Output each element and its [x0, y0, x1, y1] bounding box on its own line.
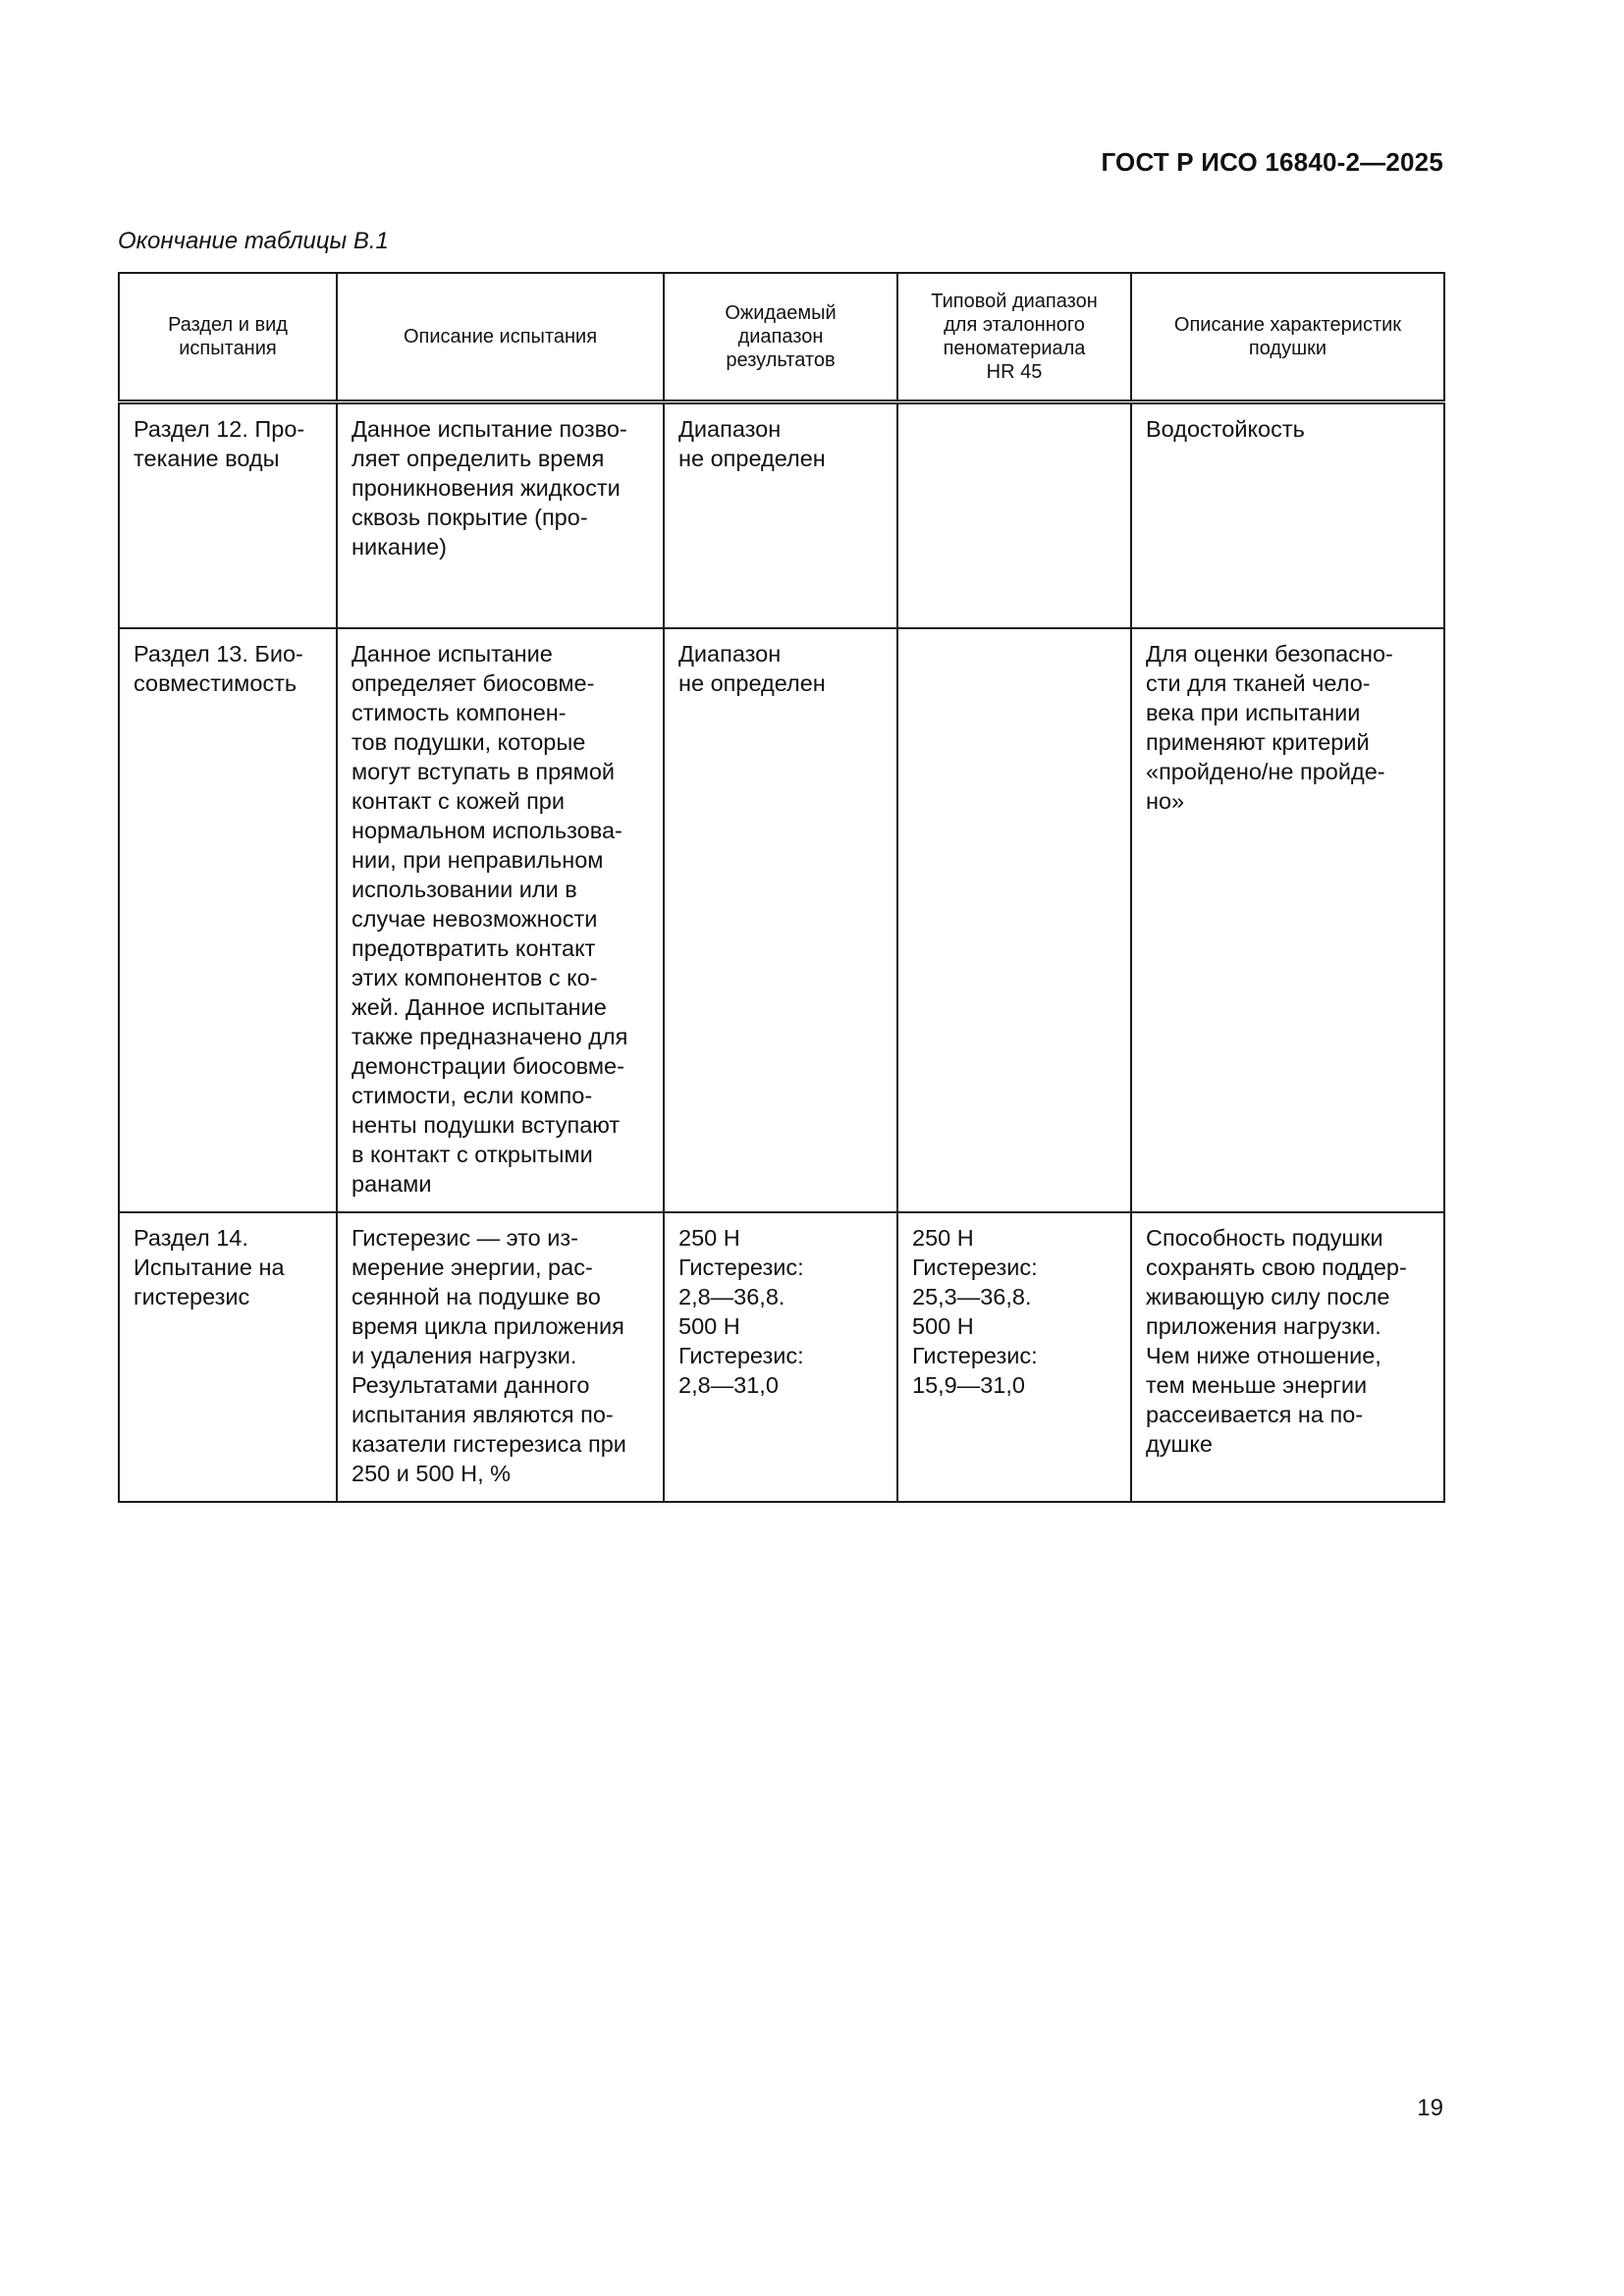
cell-text-line: казатели гистерезиса при	[352, 1430, 626, 1457]
cell-text-line: пеноматериала	[943, 338, 1086, 359]
header-test-description	[337, 273, 664, 402]
cell-text-line: нормальном использова-	[352, 817, 623, 843]
cell-text-line: 2,8—36,8.	[678, 1283, 785, 1309]
cell-expected-range	[664, 402, 897, 628]
header-typical-range-hr45	[897, 273, 1131, 402]
cell-text-line: Раздел 14.	[134, 1224, 248, 1251]
cell-text-line: жей. Данное испытание	[352, 993, 607, 1020]
table-row	[119, 628, 1444, 1212]
cell-text-line: могут вступать в прямой	[352, 758, 616, 784]
cell-text-line: Диапазон	[678, 640, 782, 667]
cell-text-line: Диапазон	[678, 416, 782, 442]
cell-text-line: гистерезис	[134, 1283, 250, 1309]
cell-text-line: 250 Н	[678, 1224, 740, 1251]
cell-description	[337, 628, 664, 1212]
cell-text-line: Гистерезис:	[912, 1342, 1038, 1368]
cell-text-line: результатов	[726, 349, 836, 371]
cell-text-line: тов подушки, которые	[352, 728, 586, 755]
cell-text-line: испытания	[179, 338, 277, 359]
cell-text-line: использовании или в	[352, 876, 577, 902]
cell-text-line: HR 45	[986, 361, 1043, 383]
cell-text-line: не определен	[678, 446, 826, 471]
cell-text-line: в контакт с открытыми	[352, 1141, 593, 1167]
cell-text-line: Описание характеристик	[1173, 314, 1402, 336]
cell-text-line: Для оценки безопасно-	[1146, 640, 1393, 667]
cell-text-line: Раздел 12. Про-	[134, 416, 305, 442]
cell-text-line: никание)	[352, 534, 447, 560]
table-caption: Окончание таблицы В.1	[118, 228, 389, 254]
cell-text-line: Раздел и вид	[168, 314, 288, 336]
cell-text-line: сквозь покрытие (про-	[352, 505, 588, 530]
cell-text-line: 500 Н	[912, 1312, 974, 1339]
cell-text-line: подушки	[1248, 338, 1327, 359]
cell-text-line: определяет биосовме-	[352, 669, 595, 696]
table-body	[119, 402, 1444, 1502]
cell-text-line: контакт с кожей при	[352, 787, 565, 814]
cell-text-line: сти для тканей чело-	[1146, 669, 1371, 696]
cell-text-line: Водостойкость	[1146, 416, 1305, 442]
cell-description	[337, 402, 664, 628]
cell-text-line: 15,9—31,0	[912, 1371, 1025, 1398]
cell-text-line: текание воды	[134, 446, 280, 471]
cell-text-line: 250 и 500 Н, %	[352, 1460, 512, 1486]
header-section-test-type	[119, 273, 337, 402]
cell-text-line: нии, при неправильном	[352, 846, 604, 873]
cell-text-line: случае невозможности	[352, 905, 598, 932]
cell-text-line: Гистерезис:	[678, 1254, 804, 1280]
cell-text-line: диапазон	[737, 326, 824, 347]
cell-characteristics	[1131, 628, 1444, 1212]
cell-text-line: Раздел 13. Био-	[134, 640, 303, 667]
cell-characteristics	[1131, 402, 1444, 628]
cell-text-line: Результатами данного	[352, 1371, 590, 1398]
cell-text-line: также предназначено для	[352, 1023, 628, 1049]
cell-text-line: Чем ниже отношение,	[1146, 1342, 1381, 1368]
page-number: 19	[1417, 2095, 1443, 2121]
cell-text-line: Данное испытание	[352, 640, 553, 667]
cell-text-line: совместимость	[134, 669, 298, 696]
cell-text-line: живающую силу после	[1146, 1283, 1390, 1309]
cell-text-line: душке	[1146, 1430, 1213, 1457]
cell-text-line: Гистерезис:	[912, 1254, 1038, 1280]
header-row	[119, 273, 1444, 402]
cell-text-line: предотвратить контакт	[352, 934, 596, 961]
cell-text-line: и удаления нагрузки.	[352, 1342, 577, 1368]
cell-text-line: для эталонного	[944, 314, 1085, 336]
cell-text-line: 250 Н	[912, 1224, 974, 1251]
table-row	[119, 1212, 1444, 1502]
cell-typical-range	[897, 1212, 1131, 1502]
header-expected-range	[664, 273, 897, 402]
cell-text-line: Данное испытание позво-	[352, 416, 627, 442]
specification-table	[118, 272, 1445, 1503]
cell-text-line: Испытание на	[134, 1254, 285, 1280]
cell-description	[337, 1212, 664, 1502]
cell-text-line: применяют критерий	[1146, 728, 1370, 755]
cell-text-line: демонстрации биосовме-	[352, 1052, 624, 1079]
cell-text-line: Ожидаемый	[725, 302, 837, 324]
cell-text-line: тем меньше энергии	[1146, 1371, 1368, 1398]
cell-text-line: ляет определить время	[352, 446, 605, 471]
cell-text-line: Типовой диапазон	[931, 291, 1098, 312]
cell-text-line: Гистерезис:	[678, 1342, 804, 1368]
cell-text-line: 25,3—36,8.	[912, 1283, 1032, 1309]
cell-expected-range	[664, 1212, 897, 1502]
cell-text-line: века при испытании	[1146, 699, 1361, 725]
cell-text-line: 2,8—31,0	[678, 1371, 779, 1398]
cell-text-line: 500 Н	[678, 1312, 740, 1339]
document-code: ГОСТ Р ИСО 16840-2—2025	[1101, 147, 1443, 177]
cell-text-line: испытания являются по-	[352, 1401, 614, 1427]
header-cushion-characteristics	[1131, 273, 1444, 402]
cell-characteristics	[1131, 1212, 1444, 1502]
cell-text-line: этих компонентов с ко-	[352, 964, 598, 990]
cell-section	[119, 628, 337, 1212]
cell-typical-range	[897, 402, 1131, 628]
cell-text-line: сохранять свою поддер-	[1146, 1254, 1407, 1280]
cell-expected-range	[664, 628, 897, 1212]
cell-text-line: время цикла приложения	[352, 1312, 624, 1339]
cell-text-line: проникновения жидкости	[352, 475, 621, 501]
cell-text-line: Описание испытания	[403, 326, 598, 347]
cell-text-line: ранами	[352, 1170, 432, 1197]
cell-text-line: сеянной на подушке во	[352, 1283, 601, 1309]
cell-text-line: Способность подушки	[1146, 1224, 1383, 1251]
cell-text-line: стимости, если компо-	[352, 1082, 593, 1108]
cell-text-line: мерение энергии, рас-	[352, 1254, 593, 1280]
table-header	[119, 273, 1444, 402]
cell-text-line: но»	[1146, 787, 1185, 814]
cell-text-line: приложения нагрузки.	[1146, 1312, 1381, 1339]
cell-typical-range	[897, 628, 1131, 1212]
cell-text-line: «пройдено/не пройде-	[1146, 758, 1385, 784]
cell-text-line: не определен	[678, 669, 826, 696]
table-row	[119, 402, 1444, 628]
cell-section	[119, 1212, 337, 1502]
cell-text-line: ненты подушки вступают	[352, 1111, 621, 1138]
cell-text-line: стимость компонен-	[352, 699, 567, 725]
cell-text-line: Гистерезис — это из-	[352, 1224, 578, 1251]
cell-section	[119, 402, 337, 628]
cell-text-line: рассеивается на по-	[1146, 1401, 1364, 1427]
